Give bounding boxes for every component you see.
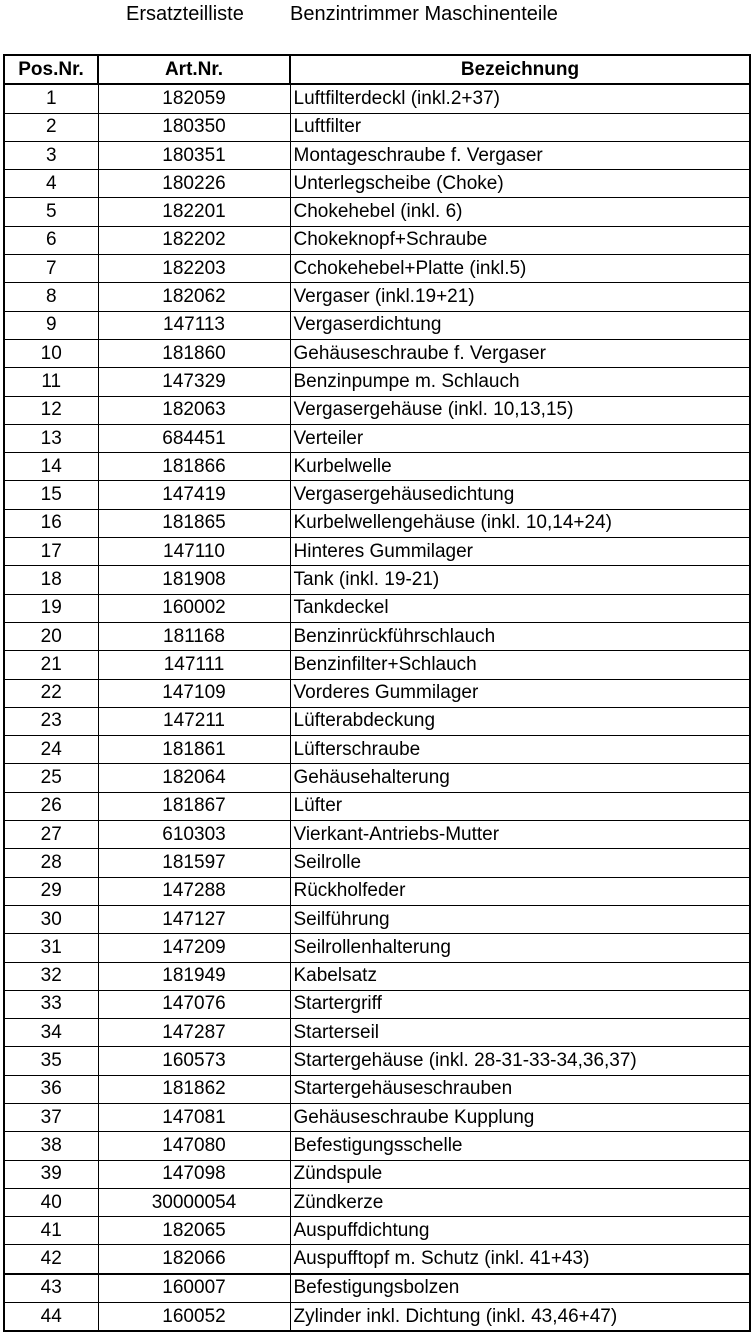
table-row (4, 679, 750, 707)
document-title: Ersatzteilliste (126, 3, 244, 25)
bezeichnung-cell: Starterseil (290, 1019, 750, 1047)
pos-cell: 8 (4, 283, 98, 311)
bezeichnung-cell: Seilrolle (290, 849, 750, 877)
pos-cell: 37 (4, 1103, 98, 1131)
table-row (4, 283, 750, 311)
bezeichnung-cell: Montageschraube f. Vergaser (290, 141, 750, 169)
pos-cell: 43 (4, 1274, 98, 1303)
art-nr-cell: 147211 (98, 707, 290, 735)
bezeichnung-cell: Kurbelwellengehäuse (inkl. 10,14+24) (290, 509, 750, 537)
table-row (4, 566, 750, 594)
pos-cell: 4 (4, 170, 98, 198)
art-nr-cell: 182203 (98, 255, 290, 283)
art-nr-cell: 160573 (98, 1047, 290, 1075)
pos-cell: 17 (4, 538, 98, 566)
pos-cell: 21 (4, 651, 98, 679)
pos-cell: 36 (4, 1075, 98, 1103)
art-nr-cell: 182201 (98, 198, 290, 226)
table-row (4, 1103, 750, 1131)
table-row (4, 198, 750, 226)
pos-cell: 23 (4, 707, 98, 735)
table-row (4, 849, 750, 877)
bezeichnung-cell: Zündspule (290, 1160, 750, 1188)
parts-table-body (4, 84, 750, 1331)
parts-table (3, 54, 751, 1332)
table-row (4, 792, 750, 820)
bezeichnung-cell: Lüfter (290, 792, 750, 820)
bezeichnung-cell: Zündkerze (290, 1188, 750, 1216)
pos-cell: 2 (4, 113, 98, 141)
table-row (4, 594, 750, 622)
table-row (4, 736, 750, 764)
bezeichnung-cell: Auspufftopf m. Schutz (inkl. 41+43) (290, 1245, 750, 1274)
bezeichnung-cell: Gehäuseschraube Kupplung (290, 1103, 750, 1131)
pos-cell: 13 (4, 424, 98, 452)
art-nr-cell: 160002 (98, 594, 290, 622)
pos-cell: 12 (4, 396, 98, 424)
bezeichnung-cell: Befestigungsschelle (290, 1132, 750, 1160)
table-row (4, 226, 750, 254)
table-row (4, 509, 750, 537)
art-nr-cell: 147111 (98, 651, 290, 679)
art-nr-cell: 147098 (98, 1160, 290, 1188)
pos-cell: 18 (4, 566, 98, 594)
art-nr-cell: 182064 (98, 764, 290, 792)
table-row (4, 1245, 750, 1274)
bezeichnung-cell: Zylinder inkl. Dichtung (inkl. 43,46+47) (290, 1303, 750, 1332)
pos-cell: 1 (4, 84, 98, 113)
art-nr-cell: 181861 (98, 736, 290, 764)
table-row (4, 764, 750, 792)
art-nr-cell: 182059 (98, 84, 290, 113)
bezeichnung-cell: Vergasergehäusedichtung (290, 481, 750, 509)
art-nr-cell: 181908 (98, 566, 290, 594)
table-header-row (4, 55, 750, 84)
pos-cell: 5 (4, 198, 98, 226)
pos-cell: 33 (4, 990, 98, 1018)
bezeichnung-cell: Vergaserdichtung (290, 311, 750, 339)
bezeichnung-cell: Lüfterabdeckung (290, 707, 750, 735)
table-row (4, 170, 750, 198)
art-nr-cell: 181168 (98, 622, 290, 650)
art-nr-cell: 181949 (98, 962, 290, 990)
table-row (4, 1160, 750, 1188)
art-nr-cell: 610303 (98, 821, 290, 849)
pos-cell: 27 (4, 821, 98, 849)
art-nr-cell: 181597 (98, 849, 290, 877)
art-nr-cell: 147080 (98, 1132, 290, 1160)
art-nr-cell: 147113 (98, 311, 290, 339)
bezeichnung-cell: Startergehäuse (inkl. 28-31-33-34,36,37) (290, 1047, 750, 1075)
table-row (4, 990, 750, 1018)
bezeichnung-cell: Unterlegscheibe (Choke) (290, 170, 750, 198)
art-nr-cell: 181860 (98, 339, 290, 367)
table-row (4, 141, 750, 169)
bezeichnung-cell: Seilführung (290, 905, 750, 933)
table-row (4, 84, 750, 113)
table-row (4, 934, 750, 962)
pos-cell: 16 (4, 509, 98, 537)
table-row (4, 424, 750, 452)
pos-cell: 6 (4, 226, 98, 254)
pos-cell: 11 (4, 368, 98, 396)
pos-cell: 3 (4, 141, 98, 169)
table-row (4, 311, 750, 339)
art-nr-cell: 147109 (98, 679, 290, 707)
column-header-bezeichnung: Bezeichnung (290, 55, 750, 84)
pos-cell: 9 (4, 311, 98, 339)
document-header (0, 0, 752, 28)
art-nr-cell: 180350 (98, 113, 290, 141)
art-nr-cell: 182065 (98, 1217, 290, 1245)
column-header-art: Art.Nr. (98, 55, 290, 84)
table-row (4, 1217, 750, 1245)
bezeichnung-cell: Luftfilter (290, 113, 750, 141)
bezeichnung-cell: Tank (inkl. 19-21) (290, 566, 750, 594)
bezeichnung-cell: Vorderes Gummilager (290, 679, 750, 707)
bezeichnung-cell: Benzinrückführschlauch (290, 622, 750, 650)
pos-cell: 32 (4, 962, 98, 990)
bezeichnung-cell: Auspuffdichtung (290, 1217, 750, 1245)
art-nr-cell: 182063 (98, 396, 290, 424)
bezeichnung-cell: Cchokehebel+Platte (inkl.5) (290, 255, 750, 283)
table-row (4, 339, 750, 367)
art-nr-cell: 160007 (98, 1274, 290, 1303)
pos-cell: 22 (4, 679, 98, 707)
bezeichnung-cell: Startergehäuseschrauben (290, 1075, 750, 1103)
pos-cell: 28 (4, 849, 98, 877)
art-nr-cell: 182066 (98, 1245, 290, 1274)
table-row (4, 113, 750, 141)
bezeichnung-cell: Tankdeckel (290, 594, 750, 622)
bezeichnung-cell: Gehäuseschraube f. Vergaser (290, 339, 750, 367)
art-nr-cell: 160052 (98, 1303, 290, 1332)
pos-cell: 10 (4, 339, 98, 367)
art-nr-cell: 30000054 (98, 1188, 290, 1216)
bezeichnung-cell: Verteiler (290, 424, 750, 452)
bezeichnung-cell: Vierkant-Antriebs-Mutter (290, 821, 750, 849)
table-row (4, 821, 750, 849)
bezeichnung-cell: Kurbelwelle (290, 453, 750, 481)
table-row (4, 905, 750, 933)
pos-cell: 35 (4, 1047, 98, 1075)
art-nr-cell: 181866 (98, 453, 290, 481)
bezeichnung-cell: Seilrollenhalterung (290, 934, 750, 962)
pos-cell: 30 (4, 905, 98, 933)
table-row (4, 1047, 750, 1075)
pos-cell: 7 (4, 255, 98, 283)
art-nr-cell: 147081 (98, 1103, 290, 1131)
pos-cell: 14 (4, 453, 98, 481)
bezeichnung-cell: Hinteres Gummilager (290, 538, 750, 566)
column-header-pos: Pos.Nr. (4, 55, 98, 84)
bezeichnung-cell: Lüfterschraube (290, 736, 750, 764)
art-nr-cell: 684451 (98, 424, 290, 452)
table-row (4, 255, 750, 283)
art-nr-cell: 181862 (98, 1075, 290, 1103)
art-nr-cell: 147209 (98, 934, 290, 962)
art-nr-cell: 147419 (98, 481, 290, 509)
pos-cell: 24 (4, 736, 98, 764)
table-row (4, 368, 750, 396)
art-nr-cell: 147287 (98, 1019, 290, 1047)
table-row (4, 707, 750, 735)
bezeichnung-cell: Chokehebel (inkl. 6) (290, 198, 750, 226)
table-row (4, 877, 750, 905)
pos-cell: 42 (4, 1245, 98, 1274)
pos-cell: 15 (4, 481, 98, 509)
art-nr-cell: 182202 (98, 226, 290, 254)
pos-cell: 19 (4, 594, 98, 622)
pos-cell: 25 (4, 764, 98, 792)
table-row (4, 1188, 750, 1216)
table-row (4, 962, 750, 990)
pos-cell: 38 (4, 1132, 98, 1160)
art-nr-cell: 180226 (98, 170, 290, 198)
table-row (4, 481, 750, 509)
art-nr-cell: 147076 (98, 990, 290, 1018)
art-nr-cell: 181865 (98, 509, 290, 537)
pos-cell: 40 (4, 1188, 98, 1216)
table-row (4, 1132, 750, 1160)
bezeichnung-cell: Vergaser (inkl.19+21) (290, 283, 750, 311)
bezeichnung-cell: Startergriff (290, 990, 750, 1018)
pos-cell: 34 (4, 1019, 98, 1047)
pos-cell: 20 (4, 622, 98, 650)
table-row (4, 622, 750, 650)
document-subtitle: Benzintrimmer Maschinenteile (290, 3, 558, 25)
art-nr-cell: 147127 (98, 905, 290, 933)
pos-cell: 44 (4, 1303, 98, 1332)
pos-cell: 26 (4, 792, 98, 820)
bezeichnung-cell: Luftfilterdeckl (inkl.2+37) (290, 84, 750, 113)
art-nr-cell: 147110 (98, 538, 290, 566)
bezeichnung-cell: Benzinfilter+Schlauch (290, 651, 750, 679)
bezeichnung-cell: Vergasergehäuse (inkl. 10,13,15) (290, 396, 750, 424)
table-row (4, 1274, 750, 1303)
bezeichnung-cell: Gehäusehalterung (290, 764, 750, 792)
table-row (4, 1303, 750, 1332)
art-nr-cell: 181867 (98, 792, 290, 820)
bezeichnung-cell: Befestigungsbolzen (290, 1274, 750, 1303)
pos-cell: 31 (4, 934, 98, 962)
pos-cell: 41 (4, 1217, 98, 1245)
art-nr-cell: 180351 (98, 141, 290, 169)
table-row (4, 538, 750, 566)
bezeichnung-cell: Benzinpumpe m. Schlauch (290, 368, 750, 396)
art-nr-cell: 182062 (98, 283, 290, 311)
bezeichnung-cell: Chokeknopf+Schraube (290, 226, 750, 254)
table-row (4, 651, 750, 679)
table-row (4, 396, 750, 424)
table-row (4, 453, 750, 481)
bezeichnung-cell: Rückholfeder (290, 877, 750, 905)
art-nr-cell: 147329 (98, 368, 290, 396)
art-nr-cell: 147288 (98, 877, 290, 905)
pos-cell: 29 (4, 877, 98, 905)
table-row (4, 1019, 750, 1047)
bezeichnung-cell: Kabelsatz (290, 962, 750, 990)
pos-cell: 39 (4, 1160, 98, 1188)
table-row (4, 1075, 750, 1103)
